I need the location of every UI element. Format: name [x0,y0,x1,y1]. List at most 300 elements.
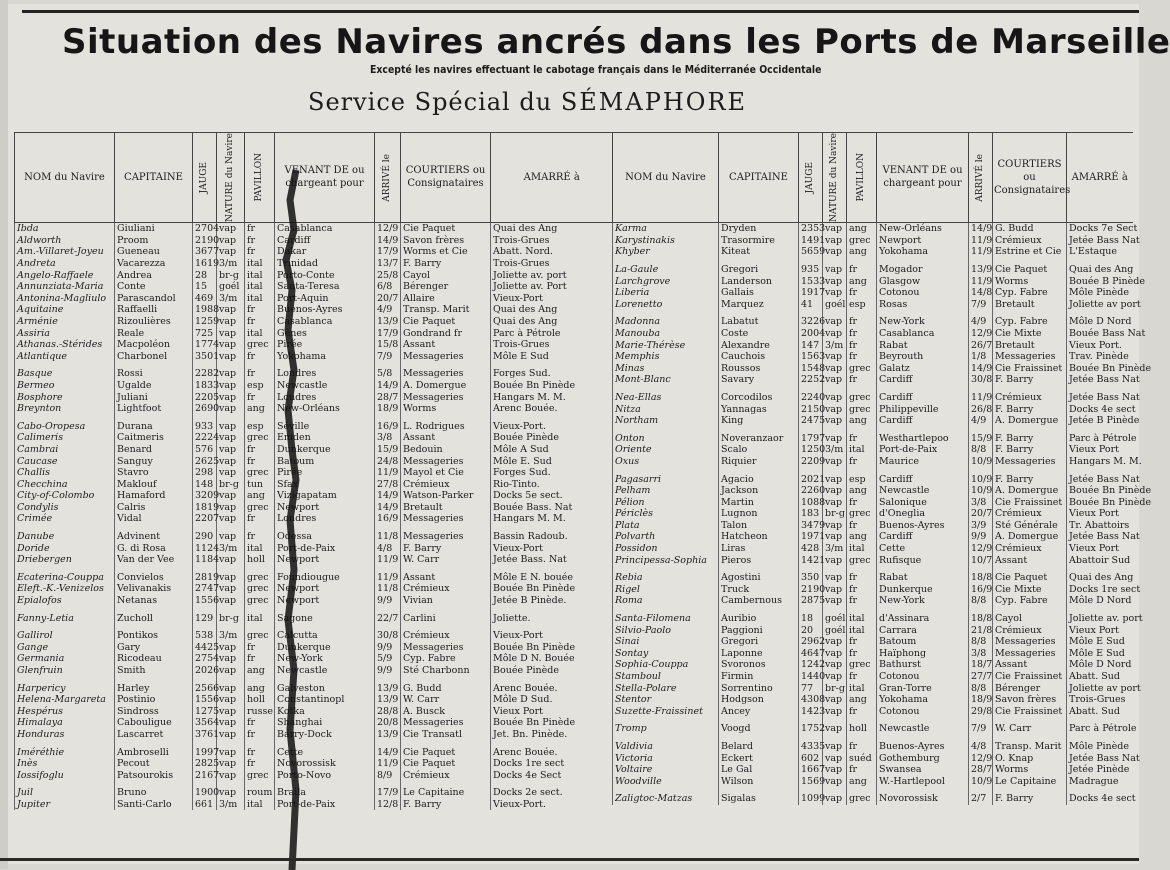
cell-nom: Himalaya [15,717,115,729]
cell-pavillon: fr [245,246,275,258]
cell-pavillon: esp [847,299,877,311]
cell-arrive: 8/8 [969,636,993,648]
table-row [15,293,613,305]
cell-amarre: Bouée Bn Pinède [491,583,613,595]
cell-amarre: Môle E Sud [1067,636,1133,648]
cell-courtiers: F. Barry [993,403,1067,415]
cell-jauge: 1556 [193,595,217,607]
table-row [613,648,1133,660]
page-title: Situation des Navires ancrés dans les Ports de Marseille [62,22,1170,62]
cell-pavillon: ang [847,485,877,497]
cell-venant: Cardiff [877,415,969,427]
cell-courtiers: Assant [401,572,491,584]
cell-pavillon: fr [847,351,877,363]
cell-capitaine: Gueneau [115,246,193,258]
cell-courtiers: Crémieux [401,630,491,642]
cell-courtiers: F. Barry [401,258,491,270]
cell-amarre: Trois-Grues [1067,694,1133,706]
cell-jauge: 428 [799,543,823,555]
cell-courtiers: Cie Fraissinet [993,706,1067,718]
cell-venant: Cardiff [275,235,375,247]
cell-venant: Emden [275,432,375,444]
cell-pavillon: ital [245,612,275,624]
cell-pavillon: fr [847,374,877,386]
cell-amarre: Môle Pinède [1067,287,1133,299]
cell-amarre: Vieux Port [1067,508,1133,520]
cell-pavillon: grec [245,502,275,514]
table-row [15,729,613,741]
cell-nom: Madonna [613,316,719,328]
cell-courtiers: Carlini [401,612,491,624]
cell-pavillon: holl [245,694,275,706]
cell-arrive: 7/9 [969,299,993,311]
service-heading [308,88,747,116]
cell-arrive: 17/9 [375,327,401,339]
cell-venant: Maurice [877,456,969,468]
cell-nom: Gange [15,642,115,654]
cell-arrive: 7/9 [969,723,993,735]
cell-arrive: 13/9 [375,316,401,328]
cell-arrive: 9/9 [375,595,401,607]
cell-nature: vap [823,328,847,340]
cell-nature: vap [823,415,847,427]
cell-arrive: 27/8 [375,478,401,490]
cell-arrive: 28/8 [375,706,401,718]
cell-nature: vap [217,595,245,607]
cell-venant: Dunkerque [275,642,375,654]
cell-jauge: 2819 [193,572,217,584]
cell-arrive: 10/9 [969,485,993,497]
cell-pavillon: fr [245,304,275,316]
cell-venant: Cette [275,746,375,758]
cell-capitaine: Hatcheon [719,531,799,543]
cell-courtiers: Messageries [993,351,1067,363]
cell-venant: New-Orléans [877,222,969,234]
cell-pavillon: ital [245,281,275,293]
col-nom: NOM du Navire [15,133,115,223]
col-jauge [193,133,217,223]
cell-venant: Galveston [275,682,375,694]
cell-jauge: 2240 [799,392,823,404]
cell-pavillon: fr [847,496,877,508]
cell-capitaine: Talon [719,520,799,532]
cell-nom: Breynton [15,403,115,415]
cell-capitaine: Hamaford [115,490,193,502]
cell-pavillon: ital [847,444,877,456]
cell-nom: Danube [15,531,115,543]
cell-jauge: 1833 [193,380,217,392]
table-row [15,455,613,467]
table-row [613,694,1133,706]
cell-amarre: Abattoir Sud [1067,554,1133,566]
cell-amarre: Bouée Bn Pinède [491,642,613,654]
cell-nature: vap [823,374,847,386]
cell-nom: Bosphore [15,391,115,403]
cell-nom: Valdivia [613,741,719,753]
col-capitaine: CAPITAINE [719,133,799,223]
cell-capitaine: Vacarezza [115,258,193,270]
cell-venant: Sfax [275,478,375,490]
cell-nature: vap [823,723,847,735]
cell-nature: vap [823,264,847,276]
cell-jauge: 538 [193,630,217,642]
cell-courtiers: Crémieux [993,624,1067,636]
cell-pavillon: holl [847,723,877,735]
cell-jauge: 2224 [193,432,217,444]
cell-courtiers: Cie Paquet [993,264,1067,276]
cell-pavillon: ital [245,799,275,811]
table-row [15,502,613,514]
cell-arrive: 18/7 [969,659,993,671]
cell-capitaine: Proom [115,235,193,247]
table-row [15,746,613,758]
cell-pavillon: ang [847,275,877,287]
cell-capitaine: Alexandre [719,339,799,351]
cell-arrive: 3/8 [375,432,401,444]
cell-jauge: 15 [193,281,217,293]
cell-pavillon: fr [847,671,877,683]
cell-nom: Aquitaine [15,304,115,316]
cell-amarre: Vieux Port [1067,543,1133,555]
cell-venant: Buenos-Ayres [877,741,969,753]
cell-capitaine: Landerson [719,275,799,287]
cell-nom: Germania [15,653,115,665]
col-courtiers: COURTIERS ou Consignataires [993,133,1067,223]
cell-nom: Minas [613,362,719,374]
cell-capitaine: Patsourokis [115,769,193,781]
cell-venant: Trinidad [275,258,375,270]
cell-courtiers: A. Domergue [993,415,1067,427]
table-row [15,350,613,362]
cell-amarre: Môle E Sud [1067,648,1133,660]
cell-courtiers: Cie Fraissinet [993,362,1067,374]
cell-nom: Calimeris [15,432,115,444]
cell-venant: Porto-Novo [275,769,375,781]
cell-arrive: 30/8 [969,374,993,386]
cell-venant: W.-Hartlepool [877,775,969,787]
cell-pavillon: grec [245,630,275,642]
table-row [15,572,613,584]
cell-arrive: 13/9 [375,694,401,706]
cell-capitaine: Gallais [719,287,799,299]
cell-capitaine: Lightfoot [115,403,193,415]
cell-venant: Buenos-Ayres [275,304,375,316]
cell-jauge: 350 [799,572,823,584]
cell-nom: Victoria [613,752,719,764]
cell-courtiers: Messageries [401,513,491,525]
cell-nature: vap [823,554,847,566]
cell-courtiers: Cyp. Fabre [993,316,1067,328]
cell-pavillon: grec [245,572,275,584]
cell-courtiers: Cie Transatl [401,729,491,741]
service-name: SÉMAPHORE [560,88,748,116]
cell-jauge: 1556 [193,694,217,706]
cell-amarre: Joliette av. Port [491,281,613,293]
cell-arrive: 21/8 [969,624,993,636]
cell-nature: 3/m [823,444,847,456]
cell-pavillon: roum [245,787,275,799]
cell-pavillon: tun [245,478,275,490]
cell-nature: vap [217,717,245,729]
cell-nom: Aldworth [15,235,115,247]
cell-nature: vap [823,775,847,787]
cell-arrive: 12/8 [375,799,401,811]
cell-nature: vap [823,741,847,753]
table-row [613,554,1133,566]
cell-nature: vap [823,572,847,584]
cell-arrive: 18/8 [969,572,993,584]
cell-courtiers: Assant [401,432,491,444]
cell-venant: Newport [275,595,375,607]
table-row [613,752,1133,764]
cell-capitaine: Velivanakis [115,583,193,595]
table-row [613,299,1133,311]
table-row [613,316,1133,328]
cell-amarre: Bouée Bass Nat [1067,328,1133,340]
cell-venant: Constantinopl [275,694,375,706]
table-row [613,508,1133,520]
cell-nom: Stamboul [613,671,719,683]
table-row [613,636,1133,648]
cell-nom: Ecaterina-Couppa [15,572,115,584]
cell-jauge: 2566 [193,682,217,694]
cell-jauge: 1900 [193,787,217,799]
cell-jauge: 20 [799,624,823,636]
cell-arrive: 11/9 [375,554,401,566]
table-row [613,764,1133,776]
cell-courtiers: Assant [993,659,1067,671]
cell-venant: Santa-Teresa [275,281,375,293]
cell-jauge: 1421 [799,554,823,566]
cell-jauge: 148 [193,478,217,490]
table-row [15,235,613,247]
cell-amarre: Môle D Sud. [491,694,613,706]
cell-venant: Rabat [877,572,969,584]
table-row [613,275,1133,287]
cell-nature: vap [217,316,245,328]
cell-venant: Yokohama [275,350,375,362]
cell-nature: 3/m [217,258,245,270]
cell-amarre: Trois-Grues [491,258,613,270]
cell-nom: Fanny-Letia [15,612,115,624]
table-row [15,717,613,729]
cell-capitaine: G. di Rosa [115,542,193,554]
cell-courtiers: Crémieux [401,478,491,490]
cell-courtiers: F. Barry [993,444,1067,456]
cell-amarre: Bouée Bass. Nat [491,502,613,514]
cell-nom: Sontay [613,648,719,660]
cell-venant: New-York [877,595,969,607]
table-row [613,392,1133,404]
cell-nature: 3/m [217,293,245,305]
cell-venant: Odessa [275,531,375,543]
cell-arrive: 13/9 [375,729,401,741]
cell-jauge: 661 [193,799,217,811]
cell-nom: Hespérus [15,706,115,718]
table-row [613,671,1133,683]
cell-nom: Khyber [613,246,719,258]
cell-jauge: 1797 [799,432,823,444]
col-venant: VENANT DE ou chargeant pour [275,133,375,223]
cell-courtiers: Worms [401,403,491,415]
cell-capitaine: Agacio [719,473,799,485]
service-prefix: Service Spécial du [308,88,553,116]
cell-venant: Vizigapatam [275,490,375,502]
cell-nature: vap [823,584,847,596]
cell-nom: Karma [613,222,719,234]
cell-nature: vap [823,531,847,543]
cell-jauge: 2150 [799,403,823,415]
cell-nature: vap [823,764,847,776]
cell-courtiers: Crémieux [993,508,1067,520]
cell-jauge: 2825 [193,758,217,770]
cell-pavillon: ang [847,775,877,787]
cell-capitaine: Ambroselli [115,746,193,758]
cell-jauge: 129 [193,612,217,624]
cell-capitaine: Reale [115,327,193,339]
table-row [613,473,1133,485]
cell-venant: Yokohama [877,246,969,258]
cell-arrive: 12/9 [969,752,993,764]
cell-capitaine: Corcodilos [719,392,799,404]
cell-arrive: 17/9 [375,246,401,258]
cell-nom: Suzette-Fraissinet [613,706,719,718]
cell-pavillon: fr [847,595,877,607]
cell-courtiers: Worms et Cie [401,246,491,258]
cell-nature: vap [823,316,847,328]
table-row [613,339,1133,351]
col-amarre: AMARRÉ à [491,133,613,223]
cell-pavillon: grec [847,554,877,566]
cell-courtiers: Watson-Parker [401,490,491,502]
cell-capitaine: Kiteat [719,246,799,258]
cell-amarre: Bouée B Pinède [1067,275,1133,287]
cell-nature: vap [217,455,245,467]
table-row [15,269,613,281]
cell-arrive: 15/8 [375,339,401,351]
cell-capitaine: Caitmeris [115,432,193,444]
cell-courtiers: F. Barry [993,793,1067,805]
cell-courtiers: A. Busck [401,706,491,718]
cell-amarre: Arenc Bouée. [491,403,613,415]
cell-amarre: Bassin Radoub. [491,531,613,543]
cell-arrive: 9/9 [375,665,401,677]
cell-pavillon: ang [847,531,877,543]
cell-courtiers: Transp. Marit [401,304,491,316]
cell-venant: Salonique [877,496,969,508]
cell-venant: Porto-Conte [275,269,375,281]
cell-venant: Gothemburg [877,752,969,764]
cell-courtiers: Vivian [401,595,491,607]
cell-nom: Glenfruin [15,665,115,677]
cell-nature: vap [217,694,245,706]
cell-arrive: 11/9 [969,246,993,258]
cell-nom: Polvarth [613,531,719,543]
cell-nom: Silvio-Paolo [613,624,719,636]
cell-pavillon: fr [245,444,275,456]
table-row [613,328,1133,340]
table-row [613,246,1133,258]
cell-capitaine: Benard [115,444,193,456]
cell-nom: Andreta [15,258,115,270]
cell-amarre: Jetée Bass Nat [1067,752,1133,764]
cell-venant: Novorossisk [877,793,969,805]
cell-nom: Jupiter [15,799,115,811]
cell-pavillon: grec [847,235,877,247]
cell-courtiers: G. Budd [993,222,1067,234]
cell-courtiers: F. Barry [401,799,491,811]
cell-capitaine: Sigalas [719,793,799,805]
cell-venant: Rufisque [877,554,969,566]
cell-jauge: 1667 [799,764,823,776]
cell-nature: vap [217,531,245,543]
cell-venant: Yokohama [877,694,969,706]
table-row [15,222,613,234]
cell-capitaine: Durana [115,420,193,432]
cell-jauge: 3564 [193,717,217,729]
cell-amarre: Môle E. Sud [491,455,613,467]
cell-arrive: 14/9 [375,235,401,247]
cell-capitaine: Sanguy [115,455,193,467]
cell-jauge: 147 [799,339,823,351]
cell-capitaine: Roussos [719,362,799,374]
cell-venant: Braila [275,787,375,799]
cell-arrive: 10/9 [969,473,993,485]
cell-nature: vap [217,787,245,799]
table-row [15,542,613,554]
cell-nom: Mont-Blanc [613,374,719,386]
cell-arrive: 8/8 [969,595,993,607]
cell-amarre: Docks 1re sect [491,758,613,770]
cell-pavillon: ital [245,327,275,339]
cell-nature: vap [823,275,847,287]
cell-nom: Crimée [15,513,115,525]
col-nature [823,133,847,223]
cell-courtiers: Messageries [401,455,491,467]
cell-jauge: 1997 [193,746,217,758]
cell-capitaine: Riquier [719,456,799,468]
cell-venant: Cardiff [877,374,969,386]
table-row [613,235,1133,247]
cell-venant: Shanghai [275,717,375,729]
cell-amarre: Joliette av port [1067,682,1133,694]
cell-jauge: 4425 [193,642,217,654]
table-row [613,659,1133,671]
cell-courtiers: W. Carr [993,723,1067,735]
cell-capitaine: Eckert [719,752,799,764]
cell-arrive: 12/9 [375,222,401,234]
cell-jauge: 298 [193,467,217,479]
cell-capitaine: Belard [719,741,799,753]
table-row [613,543,1133,555]
table-row [613,595,1133,607]
cell-venant: Swansea [877,764,969,776]
cell-amarre: Docks 2e sect. [491,787,613,799]
cell-nom: Possidon [613,543,719,555]
cell-nature: vap [217,642,245,654]
cell-jauge: 1548 [799,362,823,374]
cell-courtiers: Crémieux [993,235,1067,247]
cell-jauge: 2205 [193,391,217,403]
cell-arrive: 25/8 [375,269,401,281]
cell-jauge: 2690 [193,403,217,415]
cell-jauge: 2282 [193,368,217,380]
cell-amarre: Môle A Sud [491,444,613,456]
cell-nature: vap [217,758,245,770]
cell-nature: vap [217,729,245,741]
cell-capitaine: Scalo [719,444,799,456]
cell-courtiers: Messageries [401,391,491,403]
